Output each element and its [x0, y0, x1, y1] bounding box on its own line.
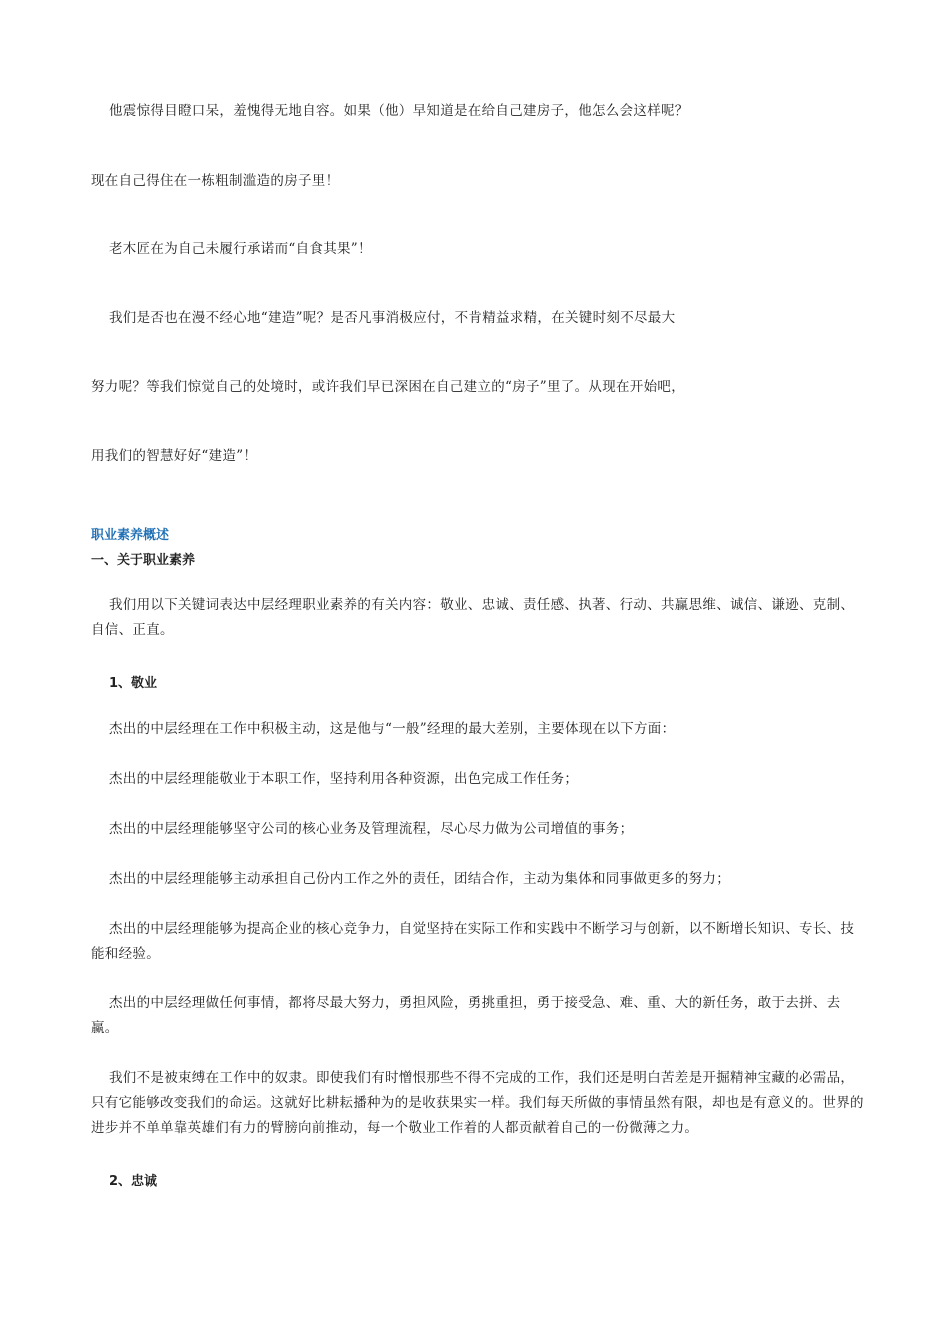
section-title: 职业素养概述 [91, 528, 170, 543]
dedication-paragraph-6: 杰出的中层经理做任何事情，都将尽最大努力，勇担风险，勇挑重担，勇于接受急、难、重、大的新任务，敢于去拼、去赢。 [91, 995, 841, 1036]
dedication-paragraph-5: 杰出的中层经理能够为提高企业的核心竞争力，自觉坚持在实际工作和实践中不断学习与创新，以不断增长知识、专长、技能和经验。 [91, 921, 855, 962]
dedication-paragraph-1: 杰出的中层经理在工作中积极主动，这是他与“一般”经理的最大差别，主要体现在以下方面： [109, 721, 676, 737]
paragraph-question: 我们是否也在漫不经心地“建造”呢？是否凡事消极应付，不肯精益求精，在关键时刻不尽最大 [109, 310, 676, 326]
intro-paragraph: 我们用以下关键词表达中层经理职业素养的有关内容：敬业、忠诚、责任感、执著、行动、共赢思维、诚信、谦逊、克制、自信、正直。 [91, 597, 855, 638]
item-title-loyalty: 2、忠诚 [109, 1174, 158, 1189]
paragraph-shock: 他震惊得目瞪口呆，羞愧得无地自容。如果（他）早知道是在给自己建房子，他怎么会这样呢？ [109, 103, 689, 119]
dedication-paragraph-7: 我们不是被束缚在工作中的奴隶。即使我们有时憎恨那些不得不完成的工作，我们还是明白苦差是开掘精神宝藏的必需品，只有它能够改变我们的命运。这就好比耕耘播种为的是收获果实一样。我们每天所做的事情虽然有限，却也是有意义的。世界的进步并不单单靠英雄们有力的臂膀向前推动，每一个敬业工作着的人都贡献着自己的一份微薄之力。 [91, 1070, 864, 1136]
paragraph-house: 现在自己得住在一栋粗制滥造的房子里！ [91, 173, 340, 189]
dedication-paragraph-4: 杰出的中层经理能够主动承担自己份内工作之外的责任，团结合作，主动为集体和同事做更多的努力； [109, 871, 730, 887]
paragraph-effort: 努力呢？等我们惊觉自己的处境时，或许我们早已深困在自己建立的“房子”里了。从现在开始吧， [91, 379, 686, 395]
paragraph-wisdom: 用我们的智慧好好“建造”！ [91, 448, 258, 464]
section-subtitle: 一、关于职业素养 [91, 553, 196, 568]
paragraph-carpenter: 老木匠在为自己未履行承诺而“自食其果”！ [109, 241, 372, 257]
item-title-dedication: 1、敬业 [109, 676, 158, 691]
dedication-paragraph-2: 杰出的中层经理能敬业于本职工作，坚持利用各种资源，出色完成工作任务； [109, 771, 579, 787]
dedication-paragraph-3: 杰出的中层经理能够坚守公司的核心业务及管理流程，尽心尽力做为公司增值的事务； [109, 821, 634, 837]
